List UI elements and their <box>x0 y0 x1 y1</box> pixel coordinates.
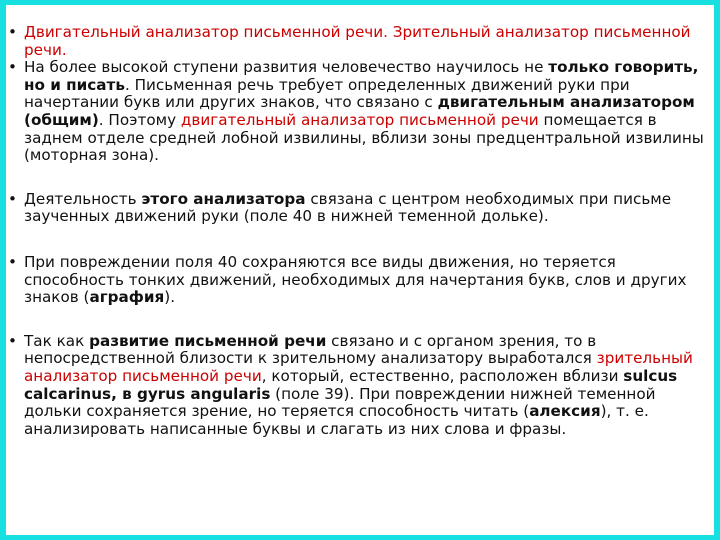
spacer <box>6 307 708 333</box>
text-run: ), т. е. анализировать написанные буквы и слагать из них слова и фразы. <box>24 402 649 438</box>
text-run: связана с центром необходимых при письме заученных движений руки (поле 40 в нижней теменной дольке). <box>24 189 672 226</box>
bullet-list <box>6 333 708 439</box>
text-run: связано и с органом зрения, то в непосредственной близости к зрительному анализатору выработался <box>24 331 597 368</box>
bullet-icon: • <box>8 58 17 77</box>
text-run: . Письменная речь требует определенных движений руки при начертании букв или других знаков, что связано с <box>24 75 630 112</box>
highlight-run: двигательный анализатор письменной речи <box>180 110 539 129</box>
list-item-agraphia <box>6 254 708 307</box>
list-item-alexia <box>6 333 708 439</box>
heading-text: Двигательный анализатор письменной речи. Зрительный анализатор письменной речи. <box>24 23 691 59</box>
text-run: . Поэтому <box>98 110 181 129</box>
bold-run: только говорить, но и писать <box>24 58 699 94</box>
bold-run: двигательным анализатором (общим) <box>24 93 695 129</box>
bullet-list <box>6 191 708 226</box>
bullet-icon: • <box>8 331 17 350</box>
highlight-run: зрительный анализатор письменной речи <box>24 349 693 385</box>
bullet-icon: • <box>8 189 17 208</box>
text-run: На более высокой ступени развития человечество научилось не <box>24 58 549 77</box>
list-item-analyzer-activity <box>6 191 708 226</box>
bold-run: алексия <box>529 402 601 421</box>
bold-run: развитие письменной речи <box>89 331 327 350</box>
text-run: Деятельность <box>24 189 142 208</box>
bullet-list <box>6 254 708 307</box>
slide-content <box>6 24 708 438</box>
bold-run: аграфия <box>89 288 165 307</box>
list-item-title <box>6 24 708 59</box>
bullet-list <box>6 24 708 165</box>
spacer <box>6 165 708 191</box>
bullet-icon: • <box>8 252 17 271</box>
bullet-icon: • <box>8 23 17 41</box>
list-item-writing-intro <box>6 59 708 165</box>
text-run: , который, естественно, расположен вблизи <box>261 366 624 385</box>
bold-run: sulcus calcarinus, в gyrus angularis <box>24 366 678 403</box>
text-run: ). <box>164 288 176 307</box>
text-run: При повреждении поля 40 сохраняются все виды движения, но теряется способность тонких движений, необходимых для начертания букв, слов и других знаков ( <box>24 252 687 307</box>
text-run: (поле 39). При повреждении нижней теменной дольки сохраняется зрение, но теряется способность читать ( <box>24 384 656 421</box>
text-run: помещается в заднем отделе средней лобной извилины, вблизи зоны предцентральной извилины (моторная зона). <box>24 110 704 165</box>
text-run: Так как <box>24 331 90 350</box>
bold-run: этого анализатора <box>141 189 306 208</box>
spacer <box>6 226 708 254</box>
